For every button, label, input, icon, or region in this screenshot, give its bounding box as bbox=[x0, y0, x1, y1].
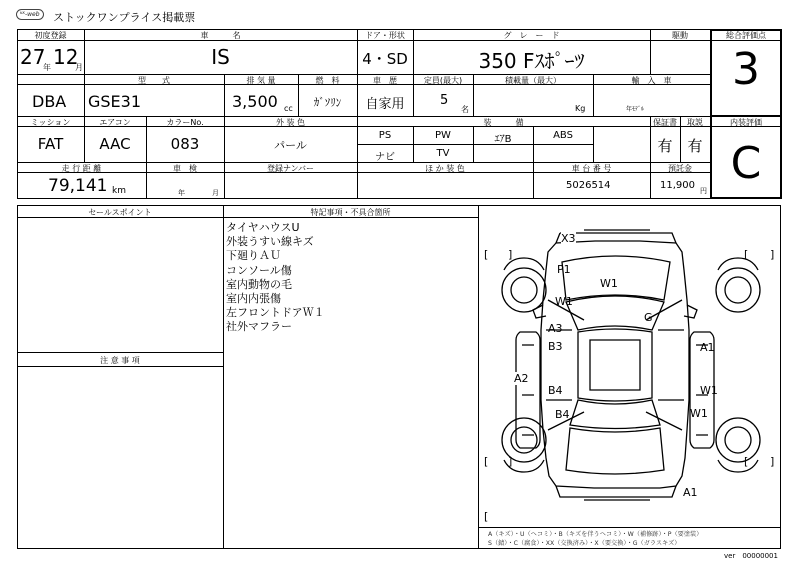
damage-mark: A3 bbox=[548, 322, 563, 335]
year-unit: 年 bbox=[43, 63, 51, 72]
bracket-left: [ bbox=[744, 248, 749, 261]
brand-logo: ᴷᴷ-web bbox=[16, 9, 44, 20]
inspection-year-unit: 年 bbox=[178, 189, 185, 197]
door-shape: 4・SD bbox=[362, 50, 408, 68]
label-fuel: 燃 料 bbox=[315, 76, 340, 85]
label-aircon: エアコン bbox=[99, 118, 131, 127]
bracket-left: [ bbox=[484, 455, 489, 468]
equip-abs: ABS bbox=[553, 130, 573, 141]
label-drive: 駆動 bbox=[672, 31, 688, 40]
equip-tv: TV bbox=[436, 148, 450, 159]
note-item: コンソール傷 bbox=[226, 263, 292, 277]
first-reg-month: 12 bbox=[53, 45, 79, 69]
label-deposit: 預託金 bbox=[668, 164, 692, 173]
page-title: ストックワンプライス掲載票 bbox=[53, 11, 196, 24]
model-code: GSE31 bbox=[88, 92, 142, 111]
damage-mark: B4 bbox=[548, 384, 563, 397]
damage-mark: W1 bbox=[700, 384, 718, 397]
deposit: 11,900 bbox=[660, 180, 695, 191]
manual: 有 bbox=[687, 137, 703, 155]
damage-mark: B4 bbox=[555, 408, 570, 421]
aircon: AAC bbox=[99, 135, 131, 153]
label-sales-point: セールスポイント bbox=[88, 208, 152, 217]
label-load: 積載量（最大） bbox=[505, 76, 561, 85]
inspection-month-unit: 月 bbox=[212, 189, 219, 197]
label-interior-rating: 内装評価 bbox=[730, 118, 762, 127]
bracket-right: ] bbox=[508, 455, 513, 468]
damage-mark: A1 bbox=[700, 341, 715, 354]
label-equipment: 装 備 bbox=[483, 118, 524, 127]
version-label: ver 00000001 bbox=[724, 552, 778, 560]
vehicle-name: IS bbox=[211, 45, 230, 69]
model-prefix: DBA bbox=[32, 92, 67, 111]
label-reg-plate: 登録ナンバー bbox=[266, 164, 315, 173]
mileage-unit: km bbox=[112, 186, 126, 196]
label-capacity: 定員(最大) bbox=[423, 76, 463, 85]
bracket-left: [ bbox=[744, 455, 749, 468]
warranty: 有 bbox=[657, 137, 673, 155]
note-item: タイヤハウスU bbox=[226, 221, 300, 234]
color-no: 083 bbox=[170, 135, 200, 153]
note-item: 下廻りＡＵ bbox=[226, 249, 281, 263]
label-notes: 特記事項・不具合箇所 bbox=[310, 208, 391, 217]
label-import: 輸 入 車 bbox=[631, 76, 672, 85]
label-manual: 取説 bbox=[687, 118, 703, 127]
damage-mark: X3 bbox=[561, 232, 576, 245]
capacity: 5 bbox=[440, 93, 449, 108]
bracket-left: [ bbox=[484, 248, 489, 261]
note-item: 室内内張傷 bbox=[226, 292, 281, 306]
label-first-reg: 初度登録 bbox=[34, 31, 67, 40]
equip-navi: ナビ bbox=[375, 152, 395, 163]
overall-score: 3 bbox=[732, 44, 760, 95]
legend-line: S（錆）・C（腐食）・XX（交換済み）・X（要交換）・G（ガラスキズ） bbox=[488, 540, 681, 547]
fuel: ｶﾞｿﾘﾝ bbox=[313, 96, 342, 109]
equip-airbag: ｴｱB bbox=[494, 134, 512, 145]
label-mileage: 走 行 距 離 bbox=[61, 164, 102, 173]
car-diagram bbox=[516, 230, 714, 500]
label-model: 型 式 bbox=[138, 76, 170, 85]
damage-mark: B3 bbox=[548, 340, 563, 353]
damage-mark: A2 bbox=[514, 372, 529, 385]
damage-mark: P1 bbox=[557, 263, 571, 276]
label-chassis-no: 車 台 番 号 bbox=[571, 164, 612, 173]
damage-mark: W1 bbox=[600, 277, 618, 290]
label-overall-rating: 総合評価点 bbox=[726, 31, 766, 40]
displacement-unit: cc bbox=[284, 104, 293, 113]
damage-mark: G bbox=[644, 311, 653, 324]
note-item: 左フロントドアＷ１ bbox=[226, 306, 325, 320]
label-caution: 注 意 事 項 bbox=[100, 356, 140, 365]
first-reg-year: 27 bbox=[20, 45, 46, 69]
legend-line: A（キズ）・U（ヘコミ）・B（キズを伴うヘコミ）・W（補修跡）・P（要塗装） bbox=[488, 531, 703, 538]
note-item: 室内動物の毛 bbox=[226, 277, 292, 291]
notes-list bbox=[226, 221, 325, 335]
equip-ps: PS bbox=[378, 130, 392, 141]
label-inspection: 車 検 bbox=[173, 164, 197, 173]
label-grade: グ レ ー ド bbox=[503, 31, 560, 40]
label-name: 車 名 bbox=[200, 31, 241, 40]
note-item: 社外マフラー bbox=[226, 320, 292, 334]
grade: 350 Fｽﾎﾟｰﾂ bbox=[478, 49, 585, 73]
bracket-right: ] bbox=[770, 248, 775, 261]
label-warranty: 保証書 bbox=[653, 118, 677, 127]
usage: 自家用 bbox=[365, 97, 405, 112]
ext-color: パール bbox=[274, 139, 307, 152]
bracket-right: ] bbox=[508, 248, 513, 261]
chassis-no: 5026514 bbox=[566, 180, 611, 191]
month-unit: 月 bbox=[75, 63, 83, 72]
mileage: 79,141 bbox=[48, 176, 108, 196]
note-item: 外装うすい線キズ bbox=[226, 235, 314, 249]
displacement: 3,500 bbox=[232, 92, 278, 111]
deposit-unit: 円 bbox=[700, 187, 707, 195]
label-other-color: ほ か 装 色 bbox=[425, 164, 465, 173]
damage-legend bbox=[488, 530, 702, 548]
bracket-right: ] bbox=[770, 455, 775, 468]
bracket-left: [ bbox=[484, 510, 489, 523]
capacity-unit: 名 bbox=[461, 105, 469, 114]
label-color-no: カラーNo. bbox=[166, 118, 204, 127]
import-model: 年ﾓﾃﾞﾙ bbox=[626, 106, 645, 113]
damage-mark: W1 bbox=[690, 407, 708, 420]
interior-score: C bbox=[730, 138, 762, 189]
label-usage: 車 歴 bbox=[373, 76, 397, 85]
damage-mark: W1 bbox=[555, 295, 573, 308]
damage-mark: A1 bbox=[683, 486, 698, 499]
equip-pw: PW bbox=[435, 130, 451, 141]
label-door-shape: ドア・形状 bbox=[365, 31, 405, 40]
load-unit: Kg bbox=[575, 104, 586, 113]
label-ext-color: 外 装 色 bbox=[275, 118, 306, 127]
label-displacement: 排 気 量 bbox=[246, 76, 276, 85]
label-mission: ミッション bbox=[30, 118, 71, 127]
mission: FAT bbox=[37, 135, 64, 153]
